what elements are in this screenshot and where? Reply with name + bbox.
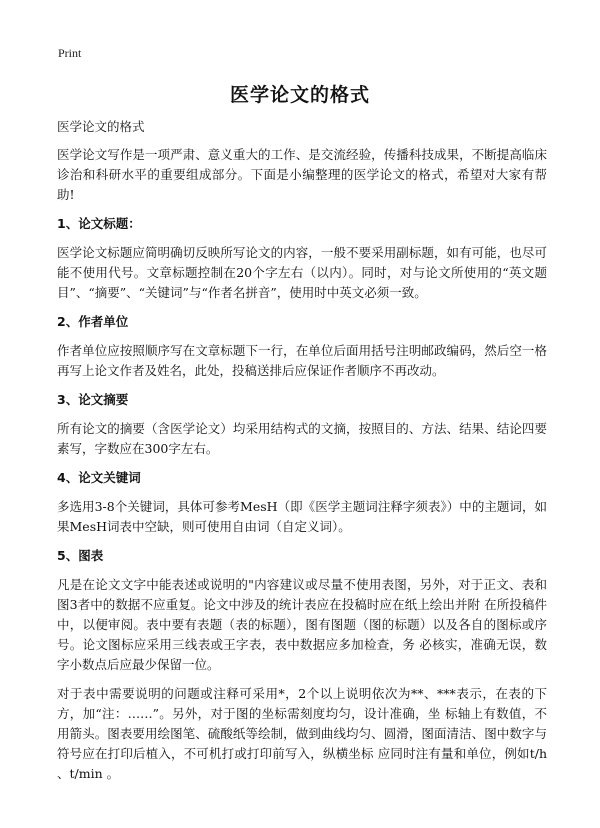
document-title: 医学论文的格式: [229, 84, 370, 106]
document-body: [57, 117, 547, 793]
section-paragraph-figures-1: 凡是在论文文字中能表述或说明的"内容建议或尽量不使用表图，另外，对于正文、表和图3者中的数据不应重复。论文中涉及的统计表应在投稿时应在纸上绘出并附 在所投稿件中，以便审阅。表中要有表题（表的标题），图有图题（图的标题）以及各自的图标或序号。论文图标应采用三线表或王字表，表中数据应多加检查，务 必核实，准确无误，数字小数点后应最少保留一位。: [57, 577, 547, 672]
document-subtitle: 医学论文的格式: [57, 119, 145, 134]
section-paragraph-figures-2: 对于表中需要说明的问题或注释可采用*，2个以上说明依次为**、***表示，在表的下方，加“注：……”。另外，对于图的坐标需刻度均匀，设计准确，坐 标轴上有数值，不用箭头。图表要用绘图笔、硫酸纸等绘制，做到曲线均匀、圆滑，图面清洁、图中数字与符号应在打印后植入，不可机打或打印前写入，纵横坐标 应同时注有量和单位，例如t/h 、t/min 。: [57, 686, 547, 781]
section-heading-keywords: 4、论文关键词: [57, 470, 141, 485]
section-heading-author-unit: 2、作者单位: [57, 314, 129, 329]
section-heading-title: 1、论文标题：: [57, 216, 141, 231]
intro-paragraph: 医学论文写作是一项严肃、意义重大的工作、是交流经验，传播科技成果，不断提高临床诊治和科研水平的重要组成部分。下面是小编整理的医学论文的格式，希望对大家有帮助!: [57, 147, 547, 202]
section-paragraph-author-unit: 作者单位应按照顺序写在文章标题下一行，在单位后面用括号注明邮政编码，然后空一格再写上论文作者及姓名，此处，投稿送排后应保证作者顺序不再改动。: [57, 343, 547, 378]
section-paragraph-abstract: 所有论文的摘要（含医学论文）均采用结构式的文摘，按照目的、方法、结果、结论四要素写，字数应在300字左右。: [57, 421, 547, 456]
section-heading-figures: 5、图表: [57, 548, 104, 563]
section-heading-abstract: 3、论文摘要: [57, 392, 129, 407]
section-paragraph-title: 医学论文标题应简明确切反映所写论文的内容，一般不要采用副标题，如有可能，也尽可能不使用代号。文章标题控制在20个字左右（以内）。同时，对与论文所使用的“英文题目”、“摘要”、“关键词”与“作者名拼音”，使用时中英文必须一致。: [57, 245, 547, 300]
print-link[interactable]: Print: [58, 46, 82, 60]
section-paragraph-keywords: 多选用3-8个关键词，具体可参考MesH（即《医学主题词注释字须表》）中的主题词，如果MesH词表中空缺，则可使用自由词（自定义词）。: [57, 499, 547, 534]
